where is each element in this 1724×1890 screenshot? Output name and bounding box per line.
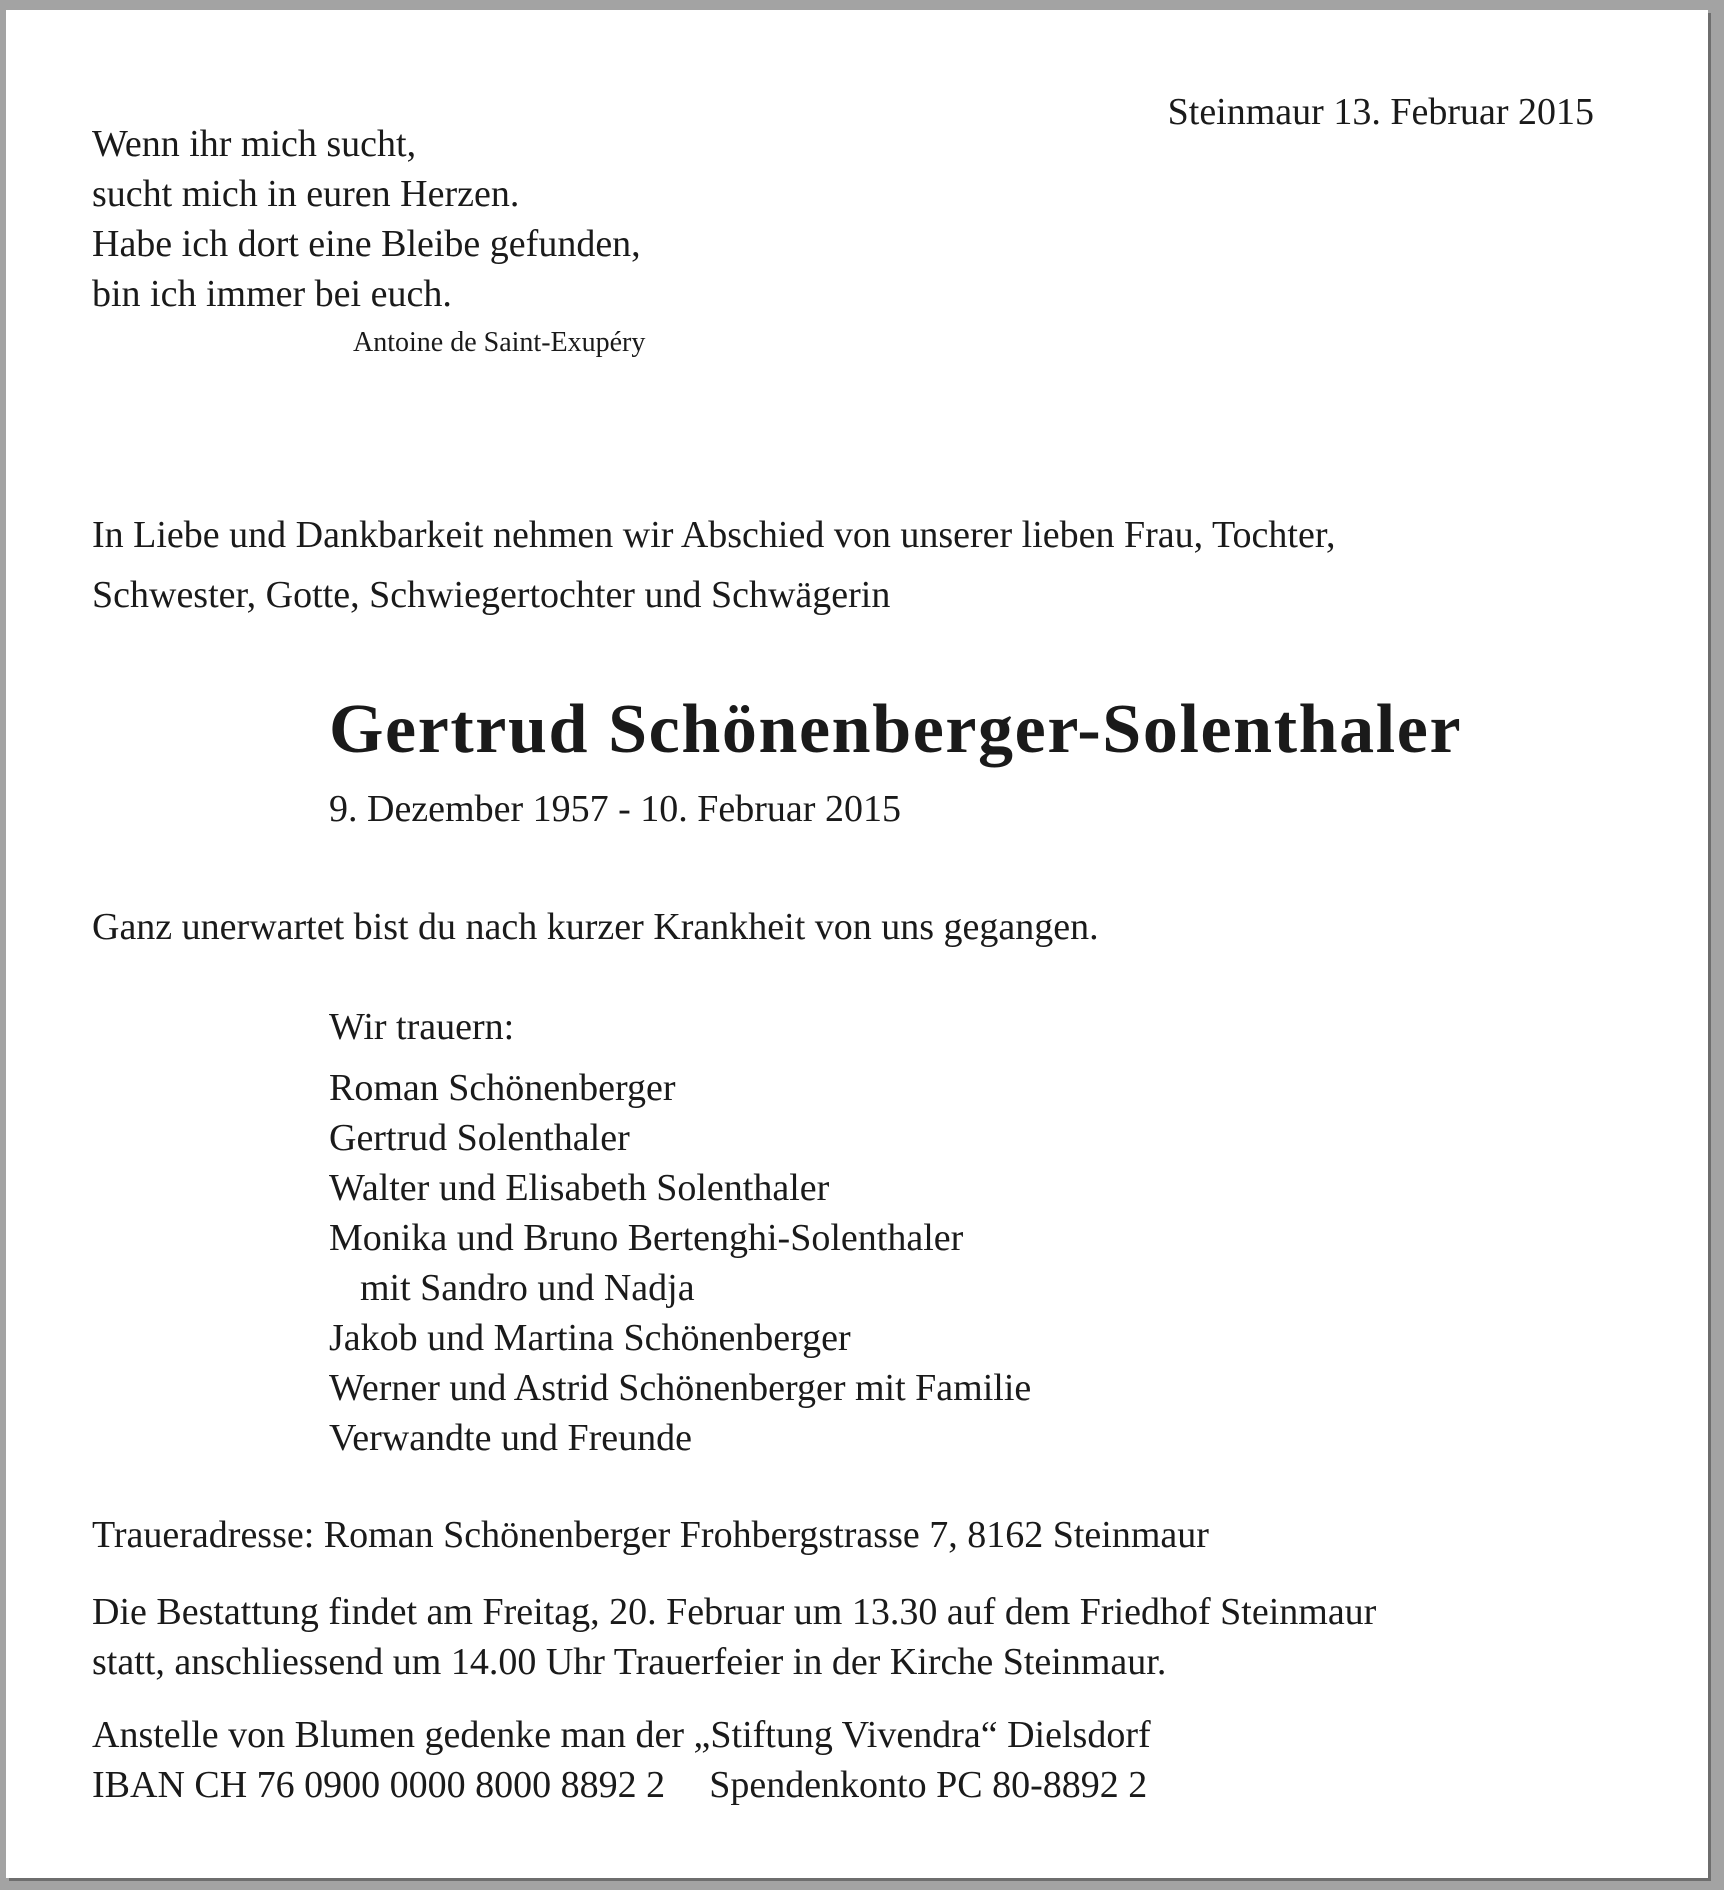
mourner-name: Walter und Elisabeth Solenthaler	[329, 1167, 830, 1209]
obituary-notice	[6, 10, 1708, 1878]
mourner-name: Jakob und Martina Schönenberger	[329, 1317, 851, 1359]
mourner-name: Gertrud Solenthaler	[329, 1117, 630, 1159]
mourner-name: Monika und Bruno Bertenghi-Solenthaler	[329, 1217, 964, 1259]
life-dates: 9. Dezember 1957 - 10. Februar 2015	[329, 788, 901, 830]
poem-line: Wenn ihr mich sucht,	[92, 123, 417, 165]
mourner-name: mit Sandro und Nadja	[360, 1267, 695, 1309]
poem-line: bin ich immer bei euch.	[92, 273, 452, 315]
mourner-name: Werner und Astrid Schönenberger mit Familie	[329, 1367, 1032, 1409]
sudden-passing-text: Ganz unerwartet bist du nach kurzer Krankheit von uns gegangen.	[92, 906, 1099, 948]
mourner-name: Verwandte und Freunde	[329, 1417, 693, 1459]
bank-details	[92, 1760, 1151, 1810]
mourners-list	[329, 1063, 1031, 1463]
poem-line: Habe ich dort eine Bleibe gefunden,	[92, 223, 641, 265]
burial-info	[92, 1587, 1376, 1687]
donation-info	[92, 1710, 1151, 1810]
mourning-address: Traueradresse: Roman Schönenberger Frohbergstrasse 7, 8162 Steinmaur	[92, 1514, 1209, 1556]
intro-text	[92, 505, 1335, 625]
intro-line: In Liebe und Dankbarkeit nehmen wir Abschied von unserer lieben Frau, Tochter,	[92, 514, 1336, 556]
poem	[92, 119, 641, 319]
donation-account: Spendenkonto PC 80-8892 2	[709, 1764, 1148, 1806]
mourners-heading: Wir trauern:	[329, 1006, 515, 1048]
burial-line: Die Bestattung findet am Freitag, 20. Februar um 13.30 auf dem Friedhof Steinmaur	[92, 1591, 1377, 1633]
burial-line: statt, anschliessend um 14.00 Uhr Trauerfeier in der Kirche Steinmaur.	[92, 1641, 1167, 1683]
place-date: Steinmaur 13. Februar 2015	[1167, 91, 1594, 133]
poem-author: Antoine de Saint-Exupéry	[353, 327, 646, 358]
poem-line: sucht mich in euren Herzen.	[92, 173, 520, 215]
intro-line: Schwester, Gotte, Schwiegertochter und Schwägerin	[92, 574, 891, 616]
iban: IBAN CH 76 0900 0000 8000 8892 2	[92, 1764, 666, 1806]
deceased-name: Gertrud Schönenberger-Solenthaler	[329, 691, 1463, 768]
mourner-name: Roman Schönenberger	[329, 1067, 676, 1109]
donation-line: Anstelle von Blumen gedenke man der „Stiftung Vivendra“ Dielsdorf	[92, 1714, 1151, 1756]
